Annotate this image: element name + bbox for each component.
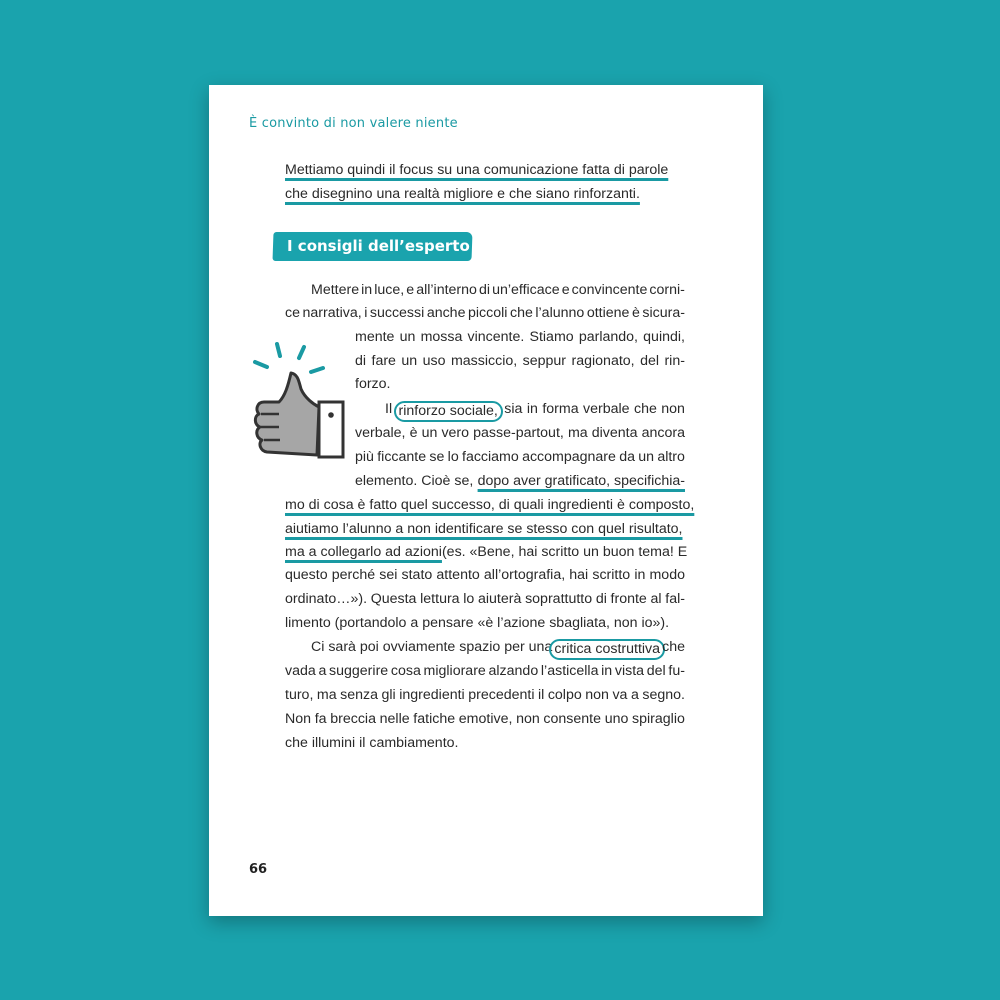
p1-line-4: di fare un uso massiccio, seppur ragionato, del rin- xyxy=(355,353,685,369)
p2-line-4: elemento. Cioè se, dopo aver gratificato, specifichia- xyxy=(355,473,685,489)
circled-rinforzo-sociale: rinforzo sociale, xyxy=(394,401,503,422)
page-number: 66 xyxy=(249,862,268,877)
p2-line-5 xyxy=(285,497,695,514)
p3-line-5: che illumini il cambiamento. xyxy=(285,735,459,751)
p1-line-1: Mettere in luce, e all’interno di un’efficace e convincente corni- xyxy=(311,282,685,298)
highlight-successo: mo di cosa è fatto quel successo, di quali ingredienti è composto, xyxy=(285,497,695,513)
highlight-collegarlo-ad-azioni: ma a collegarlo ad azioni xyxy=(285,544,442,560)
p2-line-9: ordinato…»). Questa lettura lo aiuterà soprattutto di fronte al fal- xyxy=(285,591,685,607)
intro-line-1 xyxy=(285,162,685,179)
highlight-aiutiamo: aiutiamo l’alunno a non identificare se stesso con quel risultato, xyxy=(285,521,683,537)
p1-line-3: mente un mossa vincente. Stiamo parlando, quindi, xyxy=(355,329,685,345)
section-title: I consigli dell’esperto xyxy=(287,237,470,255)
book-page xyxy=(209,85,763,916)
p2-line-10: limento (portandolo a pensare «è l’azione sbagliata, non io»). xyxy=(285,615,670,631)
p3-line-3: turo, ma senza gli ingredienti precedenti il colpo non va a segno. xyxy=(285,687,685,703)
p1-line-5: forzo. xyxy=(355,376,391,392)
p2-line-3: più ficcante se lo facciamo accompagnare da un altro xyxy=(355,449,685,465)
p3-line-2: vada a suggerire cosa migliorare alzando l’asticella in vista del fu- xyxy=(285,663,685,679)
circled-critica-costruttiva: critica costruttiva xyxy=(549,639,665,660)
p2-line-6 xyxy=(285,521,685,538)
p3-line-1: Ci sarà poi ovviamente spazio per una critica costruttiva che xyxy=(285,639,685,660)
highlight-dopo-aver-gratificato: dopo aver gratificato, specifichia- xyxy=(477,473,685,489)
p1-line-2: ce narrativa, i successi anche piccoli che l’alunno ottiene è sicura- xyxy=(285,305,685,321)
running-head: È convinto di non valere niente xyxy=(249,116,458,131)
intro-highlight-2: che disegnino una realtà migliore e che siano rinforzanti. xyxy=(285,186,640,202)
p2-line-7: ma a collegarlo ad azioni (es. «Bene, hai scritto un buon tema! E xyxy=(285,544,688,560)
p2-line-2: verbale, è un vero passe-partout, ma diventa ancora xyxy=(355,425,685,441)
p3-line-4: Non fa breccia nelle fatiche emotive, non consente uno spiraglio xyxy=(285,711,685,727)
thumbs-up-icon xyxy=(247,340,357,465)
intro-highlight-1: Mettiamo quindi il focus su una comunicazione fatta di parole xyxy=(285,162,669,178)
p2-line-1: Il rinforzo sociale, sia in forma verbale che non xyxy=(355,401,685,422)
intro-line-2 xyxy=(285,186,640,203)
p2-line-8: questo perché sei stato attento all’ortografia, hai scritto in modo xyxy=(285,567,685,583)
